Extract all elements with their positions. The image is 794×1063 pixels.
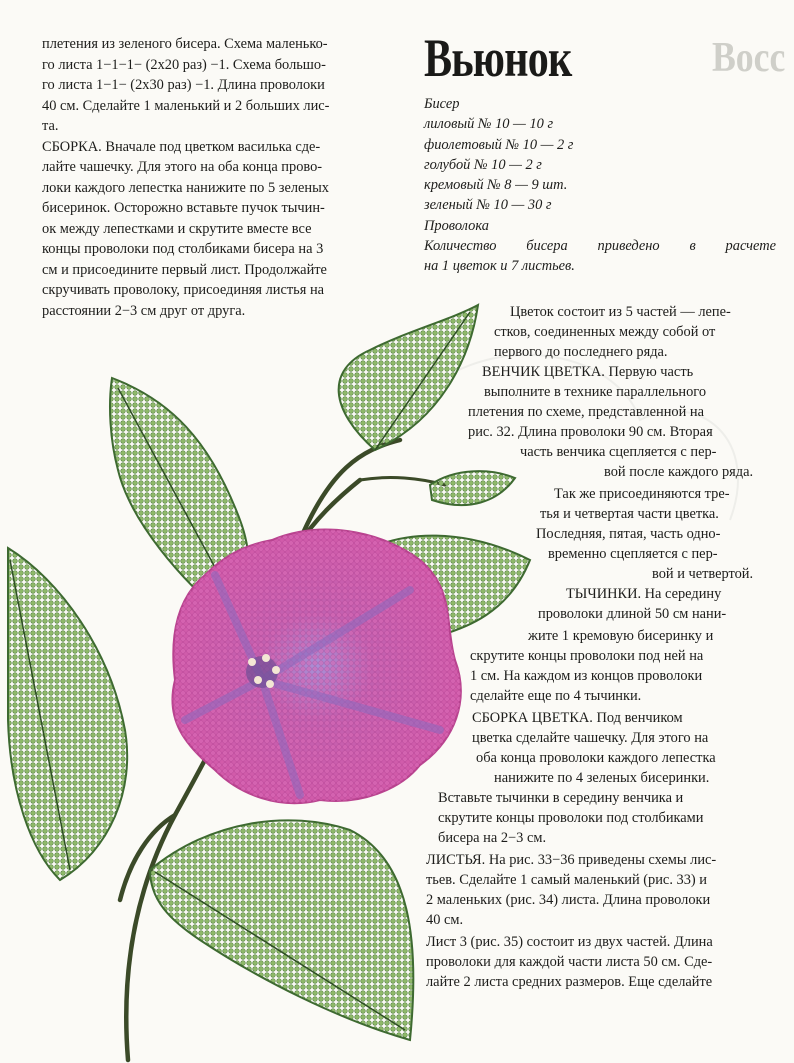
text-line: вой после каждого ряда. (604, 464, 754, 480)
text-line: стков, соединенных между собой от (494, 324, 716, 340)
text-line: бисера на 2−3 см. (438, 830, 547, 846)
text-line: лайте 2 листа средних размеров. Еще сделайте (426, 974, 713, 990)
text-line: го листа 1−1−1− (2х20 раз) −1. Схема большо- (42, 56, 326, 73)
text-line: СБОРКА. Вначале под цветком василька сде- (42, 138, 321, 155)
materials-note: Количество бисера приведено в расчете (424, 238, 776, 255)
text-line: плетения из зеленого бисера. Схема маленько- (42, 36, 328, 52)
text-line: 40 см. Сделайте 1 маленький и 2 больших лис- (42, 97, 330, 114)
text-line: скрутите концы проволоки под столбиками (438, 810, 704, 826)
text-line: рис. 32. Длина проволоки 90 см. Вторая (468, 424, 713, 440)
text-line: Лист 3 (рис. 35) состоит из двух частей. Длина (426, 934, 713, 950)
text-line: 2 маленьких (рис. 34) листа. Длина проволоки (426, 892, 711, 908)
text-line: локи каждого лепестка нанижите по 5 зеленых (42, 179, 329, 196)
text-line: нанижите по 4 зеленых бисеринки. (494, 770, 710, 786)
text-line: часть венчика сцепляется с пер- (520, 444, 717, 460)
text-line: скручивать проволоку, присоединяя листья на (42, 282, 325, 298)
text-line: бисеринок. Осторожно вставьте пучок тычин- (42, 200, 325, 216)
text-line: Последняя, пятая, часть одно- (536, 526, 721, 542)
materials-note: на 1 цветок и 7 листьев. (424, 258, 575, 275)
text-line: сделайте еще по 4 тычинки. (470, 688, 642, 704)
text-line: первого до последнего ряда. (494, 344, 668, 360)
material-item: зеленый № 10 — 30 г (424, 197, 552, 214)
text-line: временно сцепляется с пер- (548, 546, 718, 562)
material-item: Проволока (424, 217, 489, 234)
text-line: ТЫЧИНКИ. На середину (566, 586, 722, 602)
text-line: Вставьте тычинки в середину венчика и (438, 790, 684, 806)
text-line: тья и четвертая части цветка. (540, 506, 719, 522)
text-line: выполните в технике параллельного (484, 384, 707, 400)
text-line: го листа 1−1− (2х30 раз) −1. Длина проволоки (42, 77, 325, 93)
text-line: 40 см. (426, 912, 464, 928)
text-line: та. (42, 118, 59, 134)
material-item: кремовый № 8 — 9 шт. (424, 177, 568, 194)
material-item: фиолетовый № 10 — 2 г (424, 136, 574, 153)
page-title: Вьюнок (424, 28, 572, 88)
text-line: ок между лепестками и скрутите вместе все (42, 220, 312, 237)
text-line: расстоянии 2−3 см друг от друга. (42, 302, 246, 319)
text-line: 1 см. На каждом из концов проволоки (470, 668, 703, 684)
material-item: голубой № 10 — 2 г (424, 156, 542, 173)
material-item: лиловый № 10 — 10 г (424, 116, 554, 133)
text-line: скрутите концы проволоки под ней на (470, 648, 704, 664)
text-line: см и присоедините первый лист. Продолжайте (42, 261, 327, 278)
text-line: проволоки для каждой части листа 50 см. Сде- (426, 954, 713, 970)
text-line: ВЕНЧИК ЦВЕТКА. Первую часть (482, 364, 694, 380)
text-line: жите 1 кремовую бисеринку и (528, 628, 714, 644)
text-line: ЛИСТЬЯ. На рис. 33−36 приведены схемы лис- (426, 852, 717, 868)
text-line: оба конца проволоки каждого лепестка (476, 750, 716, 766)
text-line: Так же присоединяются тре- (554, 486, 730, 502)
text-line: цветка сделайте чашечку. Для этого на (472, 730, 709, 746)
text-line: СБОРКА ЦВЕТКА. Под венчиком (472, 710, 683, 726)
materials-header: Бисер (424, 96, 460, 112)
text-line: плетения по схеме, представленной на (468, 404, 704, 420)
text-line: концы проволоки под столбиками бисера на 3 (42, 241, 324, 257)
text-line: проволоки длиной 50 см нани- (538, 606, 727, 622)
text-line: Цветок состоит из 5 частей — лепе- (510, 304, 731, 320)
text-line: вой и четвертой. (652, 566, 754, 582)
ghost-heading: Восс (712, 35, 786, 81)
text-line: тьев. Сделайте 1 самый маленький (рис. 33) и (426, 872, 707, 888)
text-line: лайте чашечку. Для этого на оба конца прово- (42, 159, 323, 175)
